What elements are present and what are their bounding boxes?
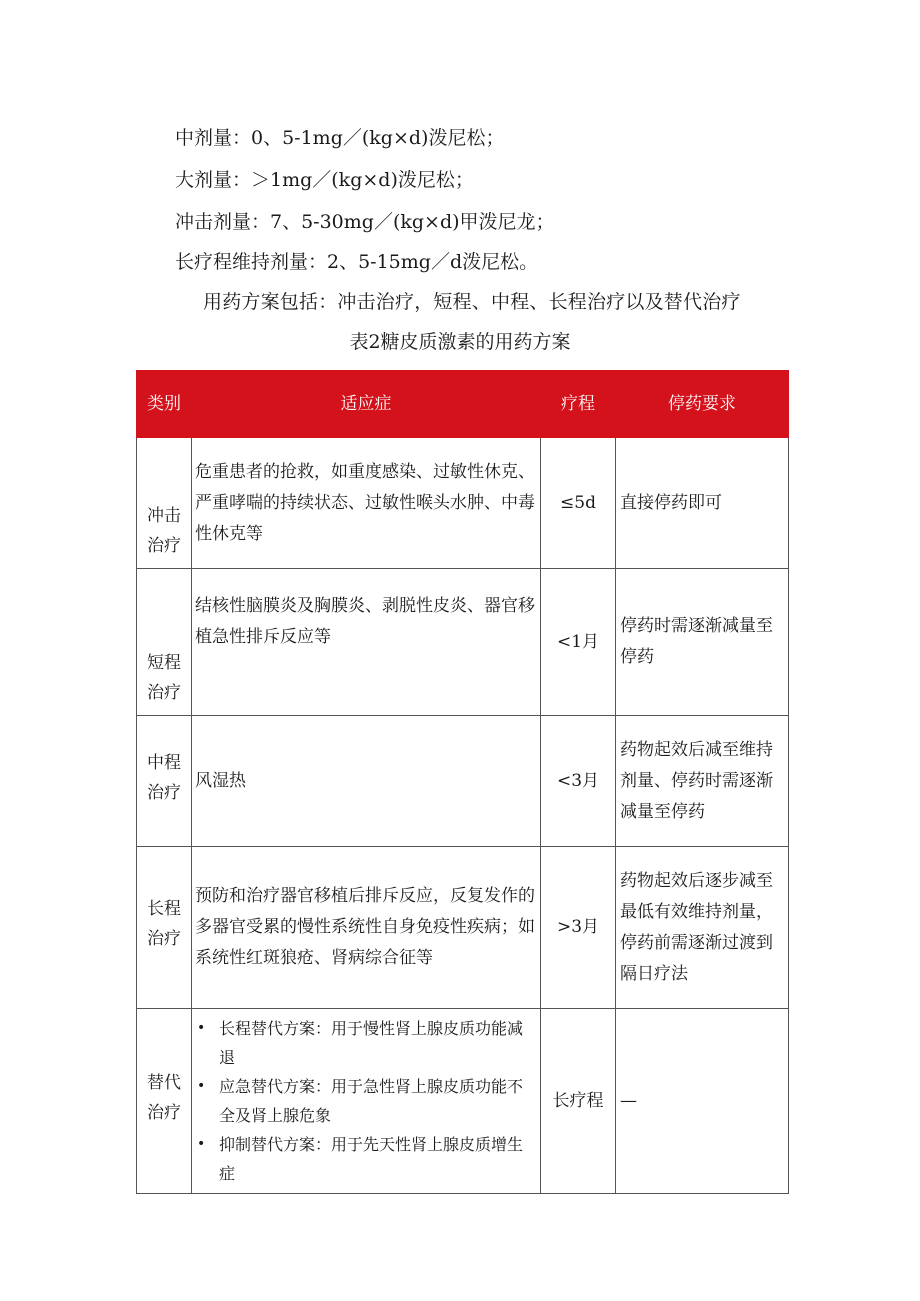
cell-duration: ≤5d bbox=[541, 438, 616, 569]
cell-duration: >3月 bbox=[541, 847, 616, 1009]
cell-category: 短程治疗 bbox=[137, 569, 192, 716]
list-item: • 长程替代方案：用于慢性肾上腺皮质功能减退 bbox=[195, 1014, 537, 1072]
header-duration: 疗程 bbox=[541, 371, 616, 438]
cell-stop: — bbox=[616, 1009, 789, 1194]
regimen-table bbox=[136, 370, 789, 1194]
cell-duration: 长疗程 bbox=[541, 1009, 616, 1194]
indication-list bbox=[195, 1014, 537, 1188]
table-header-row bbox=[137, 371, 789, 438]
cell-category: 替代治疗 bbox=[137, 1009, 192, 1194]
regimen-intro: 用药方案包括：冲击治疗，短程、中程、长程治疗以及替代治疗 bbox=[203, 291, 741, 313]
cell-indication bbox=[192, 1009, 541, 1194]
cell-category: 长程治疗 bbox=[137, 847, 192, 1009]
cell-indication: 危重患者的抢救，如重度感染、过敏性休克、严重哮喘的持续状态、过敏性喉头水肿、中毒性休克等 bbox=[192, 438, 541, 569]
dosage-line-maintenance: 长疗程维持剂量：2、5-15mg／d泼尼松。 bbox=[175, 251, 539, 273]
header-indication: 适应症 bbox=[192, 371, 541, 438]
dosage-line-pulse: 冲击剂量：7、5-30mg／(kg×d)甲泼尼龙； bbox=[175, 211, 555, 233]
cell-stop: 药物起效后逐步减至最低有效维持剂量，停药前需逐渐过渡到隔日疗法 bbox=[616, 847, 789, 1009]
table-caption: 表2糖皮质激素的用药方案 bbox=[349, 331, 571, 353]
dosage-line-large: 大剂量：＞1mg／(kg×d)泼尼松； bbox=[175, 169, 474, 191]
cell-stop: 药物起效后减至维持剂量、停药时需逐渐减量至停药 bbox=[616, 716, 789, 847]
table-row bbox=[137, 1009, 789, 1194]
dosage-line-medium: 中剂量：0、5-1mg／(kg×d)泼尼松； bbox=[175, 127, 505, 149]
cell-indication: 预防和治疗器官移植后排斥反应，反复发作的多器官受累的慢性系统性自身免疫性疾病；如系统性红斑狼疮、肾病综合征等 bbox=[192, 847, 541, 1009]
cell-duration: <3月 bbox=[541, 716, 616, 847]
cell-stop: 直接停药即可 bbox=[616, 438, 789, 569]
table-row bbox=[137, 438, 789, 569]
list-item: • 抑制替代方案：用于先天性肾上腺皮质增生症 bbox=[195, 1130, 537, 1188]
cell-category: 冲击治疗 bbox=[137, 438, 192, 569]
table-row bbox=[137, 847, 789, 1009]
list-item: • 应急替代方案：用于急性肾上腺皮质功能不全及肾上腺危象 bbox=[195, 1072, 537, 1130]
table-row bbox=[137, 716, 789, 847]
cell-indication: 结核性脑膜炎及胸膜炎、剥脱性皮炎、器官移植急性排斥反应等 bbox=[192, 569, 541, 716]
table-row bbox=[137, 569, 789, 716]
header-category: 类别 bbox=[137, 371, 192, 438]
header-stop: 停药要求 bbox=[616, 371, 789, 438]
cell-indication: 风湿热 bbox=[192, 716, 541, 847]
cell-duration: <1月 bbox=[541, 569, 616, 716]
cell-category: 中程治疗 bbox=[137, 716, 192, 847]
cell-stop: 停药时需逐渐减量至停药 bbox=[616, 569, 789, 716]
